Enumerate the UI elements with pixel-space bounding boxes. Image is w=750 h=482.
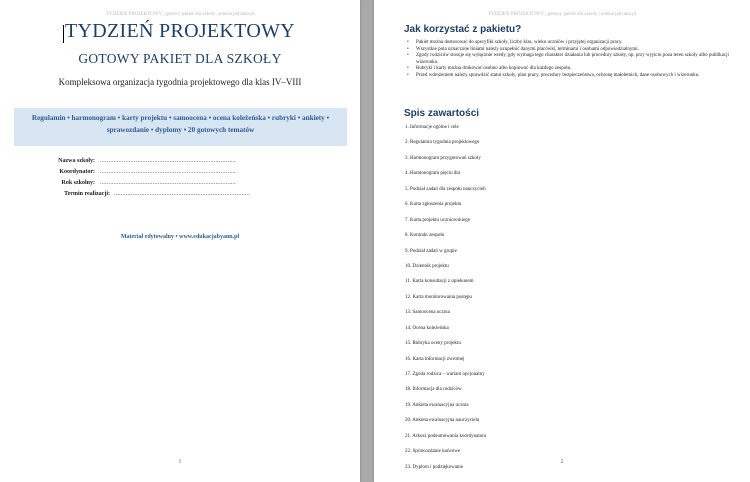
- contents-band-text: Regulamin • harmonogram • karty projektu • samoocena • ocena koleżeńska • rubryki • ankiety • sprawozdanie • dyplomy • 20 gotowych tematów: [31, 114, 330, 134]
- page-header: TYDZIEŃ PROJEKTOWY | gotowy pakiet dla szkoły | edukacjabyann.pl: [105, 12, 255, 17]
- toc-item[interactable]: 22. Sprawozdanie końcowe: [405, 449, 461, 455]
- howto-bullet-list: [404, 40, 729, 79]
- toc-item[interactable]: 23. Dyplom i podziękowanie: [405, 464, 464, 470]
- document-title[interactable]: TYDZIEŃ PROJEKTOWY: [64, 20, 295, 42]
- howto-heading[interactable]: Jak korzystać z pakietu?: [404, 24, 522, 35]
- form-fill-line[interactable]: ................................................................................: [100, 158, 236, 164]
- page-number: 2: [560, 459, 564, 465]
- document-page-1: [0, 0, 360, 482]
- form-fill-line[interactable]: ................................................................................: [114, 191, 250, 197]
- form-label: Rok szkolny:: [61, 180, 95, 186]
- toc-item[interactable]: 4. Harmonogram pięciu dni: [405, 171, 461, 177]
- toc-item[interactable]: 19. Ankieta ewaluacyjna ucznia: [405, 402, 469, 408]
- toc-item[interactable]: 16. Karta informacji zwrotnej: [405, 356, 465, 362]
- toc-item[interactable]: 7. Karta projektu uczniowskiego: [405, 217, 471, 223]
- page-header: TYDZIEŃ PROJEKTOWY | gotowy pakiet dla szkoły | edukacjabyann.pl: [487, 12, 637, 17]
- toc-item[interactable]: 1. Informacje ogólne i cele: [405, 125, 459, 130]
- toc-item[interactable]: 5. Podział zadań dla zespołu nauczycieli: [405, 186, 486, 192]
- document-subtitle[interactable]: GOTOWY PAKIET DLA SZKOŁY: [78, 51, 282, 66]
- form-row-coordinator[interactable]: [60, 169, 300, 180]
- howto-bullet-item[interactable]: • Zgody rodziców stosuje się wyłącznie wtedy, gdy wymaga tego charakter działania lub procedury szkoły, np. przy wyjściu poza teren szkoły albo publikacji wizerunku.: [404, 53, 729, 66]
- credit-line[interactable]: Materiał edytowalny • www.edukacjabyann.pl: [120, 234, 240, 240]
- howto-bullet-item[interactable]: • Przed wdrożeniem należy sprawdzić statut szkoły, plan pracy, procedury bezpieczeństwa, ochronę małoletnich, dane osobowych i wizerunku.: [404, 73, 729, 80]
- form-fill-line[interactable]: ................................................................................: [100, 169, 236, 175]
- toc-item[interactable]: 6. Karta zgłoszenia projektu: [405, 202, 462, 208]
- howto-bullet-item[interactable]: • Wszystkie pola oznaczone liniami należy uzupełnić danymi placówki, terminami i osobami odpowiedzialnymi.: [404, 47, 729, 54]
- toc-item[interactable]: 21. Arkusz podsumowania koordynatora: [405, 433, 487, 439]
- toc-heading[interactable]: Spis zawartości: [404, 108, 480, 119]
- toc-item[interactable]: 17. Zgoda rodzica – wariant opcjonalny: [405, 372, 485, 377]
- toc-item[interactable]: 8. Kontrakt zespołu: [405, 233, 445, 239]
- toc-item[interactable]: 11. Karta konsultacji z opiekunem: [405, 279, 474, 285]
- contents-band[interactable]: [14, 108, 347, 146]
- toc-item[interactable]: 12. Karta monitorowania postępu: [405, 294, 472, 300]
- toc-item[interactable]: 18. Informacja dla rodziców: [405, 387, 462, 393]
- howto-bullet-item[interactable]: • Pakiet można dostosować do specyfiki szkoły, liczby klas, wieku uczniów i przyjętej organizacji pracy.: [404, 40, 729, 47]
- form-row-date[interactable]: [60, 191, 300, 202]
- form-row-school-year[interactable]: [60, 180, 300, 191]
- form-label: Termin realizacji:: [64, 191, 110, 197]
- toc-item[interactable]: 13. Samoocena ucznia: [405, 310, 450, 316]
- form-row-school-name[interactable]: [60, 158, 300, 169]
- howto-bullet-item[interactable]: • Rubryki i karty można drukować osobno albo kopiować dla każdego zespołu.: [404, 66, 729, 73]
- school-info-form: [60, 158, 300, 202]
- toc-item[interactable]: 2. Regulamin tygodnia projektowego: [405, 140, 480, 146]
- toc-item[interactable]: 20. Ankieta ewaluacyjna nauczyciela: [405, 418, 480, 424]
- form-label: Koordynator:: [59, 169, 95, 175]
- form-label: Nazwa szkoły:: [58, 158, 95, 164]
- toc-item[interactable]: 3. Harmonogram przygotowań szkoły: [405, 155, 481, 161]
- document-tagline[interactable]: Kompleksowa organizacja tygodnia projektowego dla klas IV–VIII: [58, 77, 302, 87]
- toc-item[interactable]: 14. Ocena koleżeńska: [405, 325, 449, 331]
- toc-item[interactable]: 15. Rubryka oceny projektu: [405, 341, 461, 347]
- form-fill-line[interactable]: ................................................................................: [100, 180, 236, 186]
- toc-item[interactable]: 9. Podział zadań w grupie: [405, 248, 457, 254]
- table-of-contents: [405, 125, 486, 480]
- document-page-2: [374, 0, 750, 482]
- toc-item[interactable]: 10. Dziennik projektu: [405, 263, 449, 269]
- text-cursor: [63, 25, 64, 43]
- page-number: 1: [178, 459, 182, 465]
